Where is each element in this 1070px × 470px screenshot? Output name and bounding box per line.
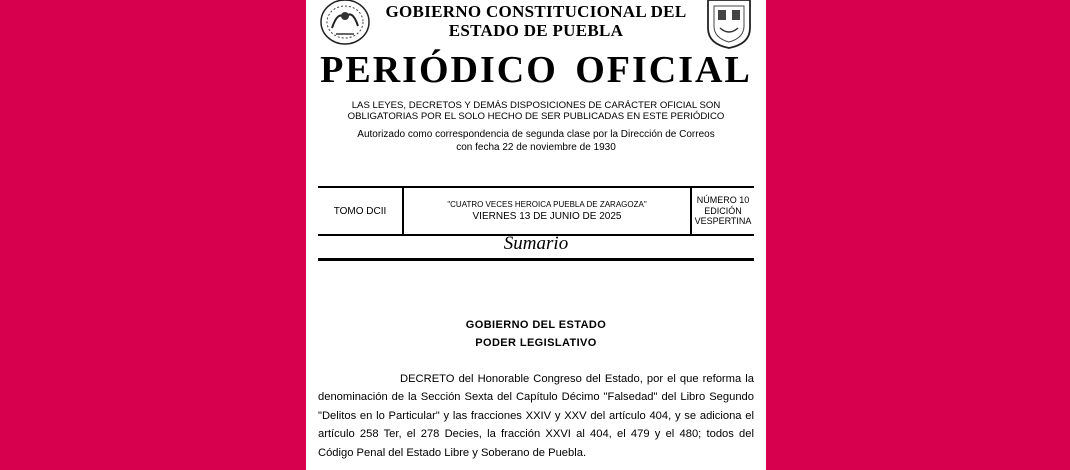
newspaper-title: PERIÓDICO OFICIAL xyxy=(320,49,752,91)
edition-type: VESPERTINA xyxy=(694,216,752,227)
legal-notice xyxy=(306,100,766,122)
legal-notice-line-1: LAS LEYES, DECRETOS Y DEMÁS DISPOSICIONES DE CARÁCTER OFICIAL SON xyxy=(351,100,721,111)
newspaper-page xyxy=(306,0,766,470)
edition-label: EDICIÓN xyxy=(704,205,742,216)
issue-info-box xyxy=(318,186,754,236)
legal-notice-line-2: OBLIGATORIAS POR EL SOLO HECHO DE SER PUBLICADAS EN ESTE PERIÓDICO xyxy=(347,111,725,122)
government-line-1: GOBIERNO CONSTITUCIONAL DEL xyxy=(385,2,687,21)
issue-number: NÚMERO 10 xyxy=(696,195,750,206)
city-motto: "CUATRO VECES HEROICA PUEBLA DE ZARAGOZA" xyxy=(447,200,647,209)
volume-cell xyxy=(318,188,404,234)
date-cell xyxy=(404,188,692,234)
summary-divider xyxy=(318,258,754,261)
section-heading-government: GOBIERNO DEL ESTADO xyxy=(465,319,607,331)
decree-paragraph: DECRETO del Honorable Congreso del Estado, por el que reforma la denominación de la Sección Sexta del Capítulo Décimo "Falsedad" del Libro Segundo "Delitos en lo Particular" y las fracciones XXIV y XXV del artículo 404, y se adiciona el artículo 258 Ter, el 278 Decies, la fracción XXVI al 404, el 479 y el 480; todos del Código Penal del Estado Libre y Soberano de Puebla. xyxy=(318,373,754,459)
issue-date: VIERNES 13 DE JUNIO DE 2025 xyxy=(472,211,622,222)
summary-heading: Sumario xyxy=(503,233,569,254)
volume-label: TOMO DCII xyxy=(333,205,387,217)
section-heading-legislative: PODER LEGISLATIVO xyxy=(475,337,597,349)
edition-cell xyxy=(692,188,754,234)
postal-authorization xyxy=(306,128,766,154)
postal-authorization-line-1: Autorizado como correspondencia de segunda clase por la Dirección de Correos xyxy=(357,129,715,140)
postal-authorization-line-2: con fecha 22 de noviembre de 1930 xyxy=(456,142,616,153)
government-line-2: ESTADO DE PUEBLA xyxy=(448,21,624,40)
